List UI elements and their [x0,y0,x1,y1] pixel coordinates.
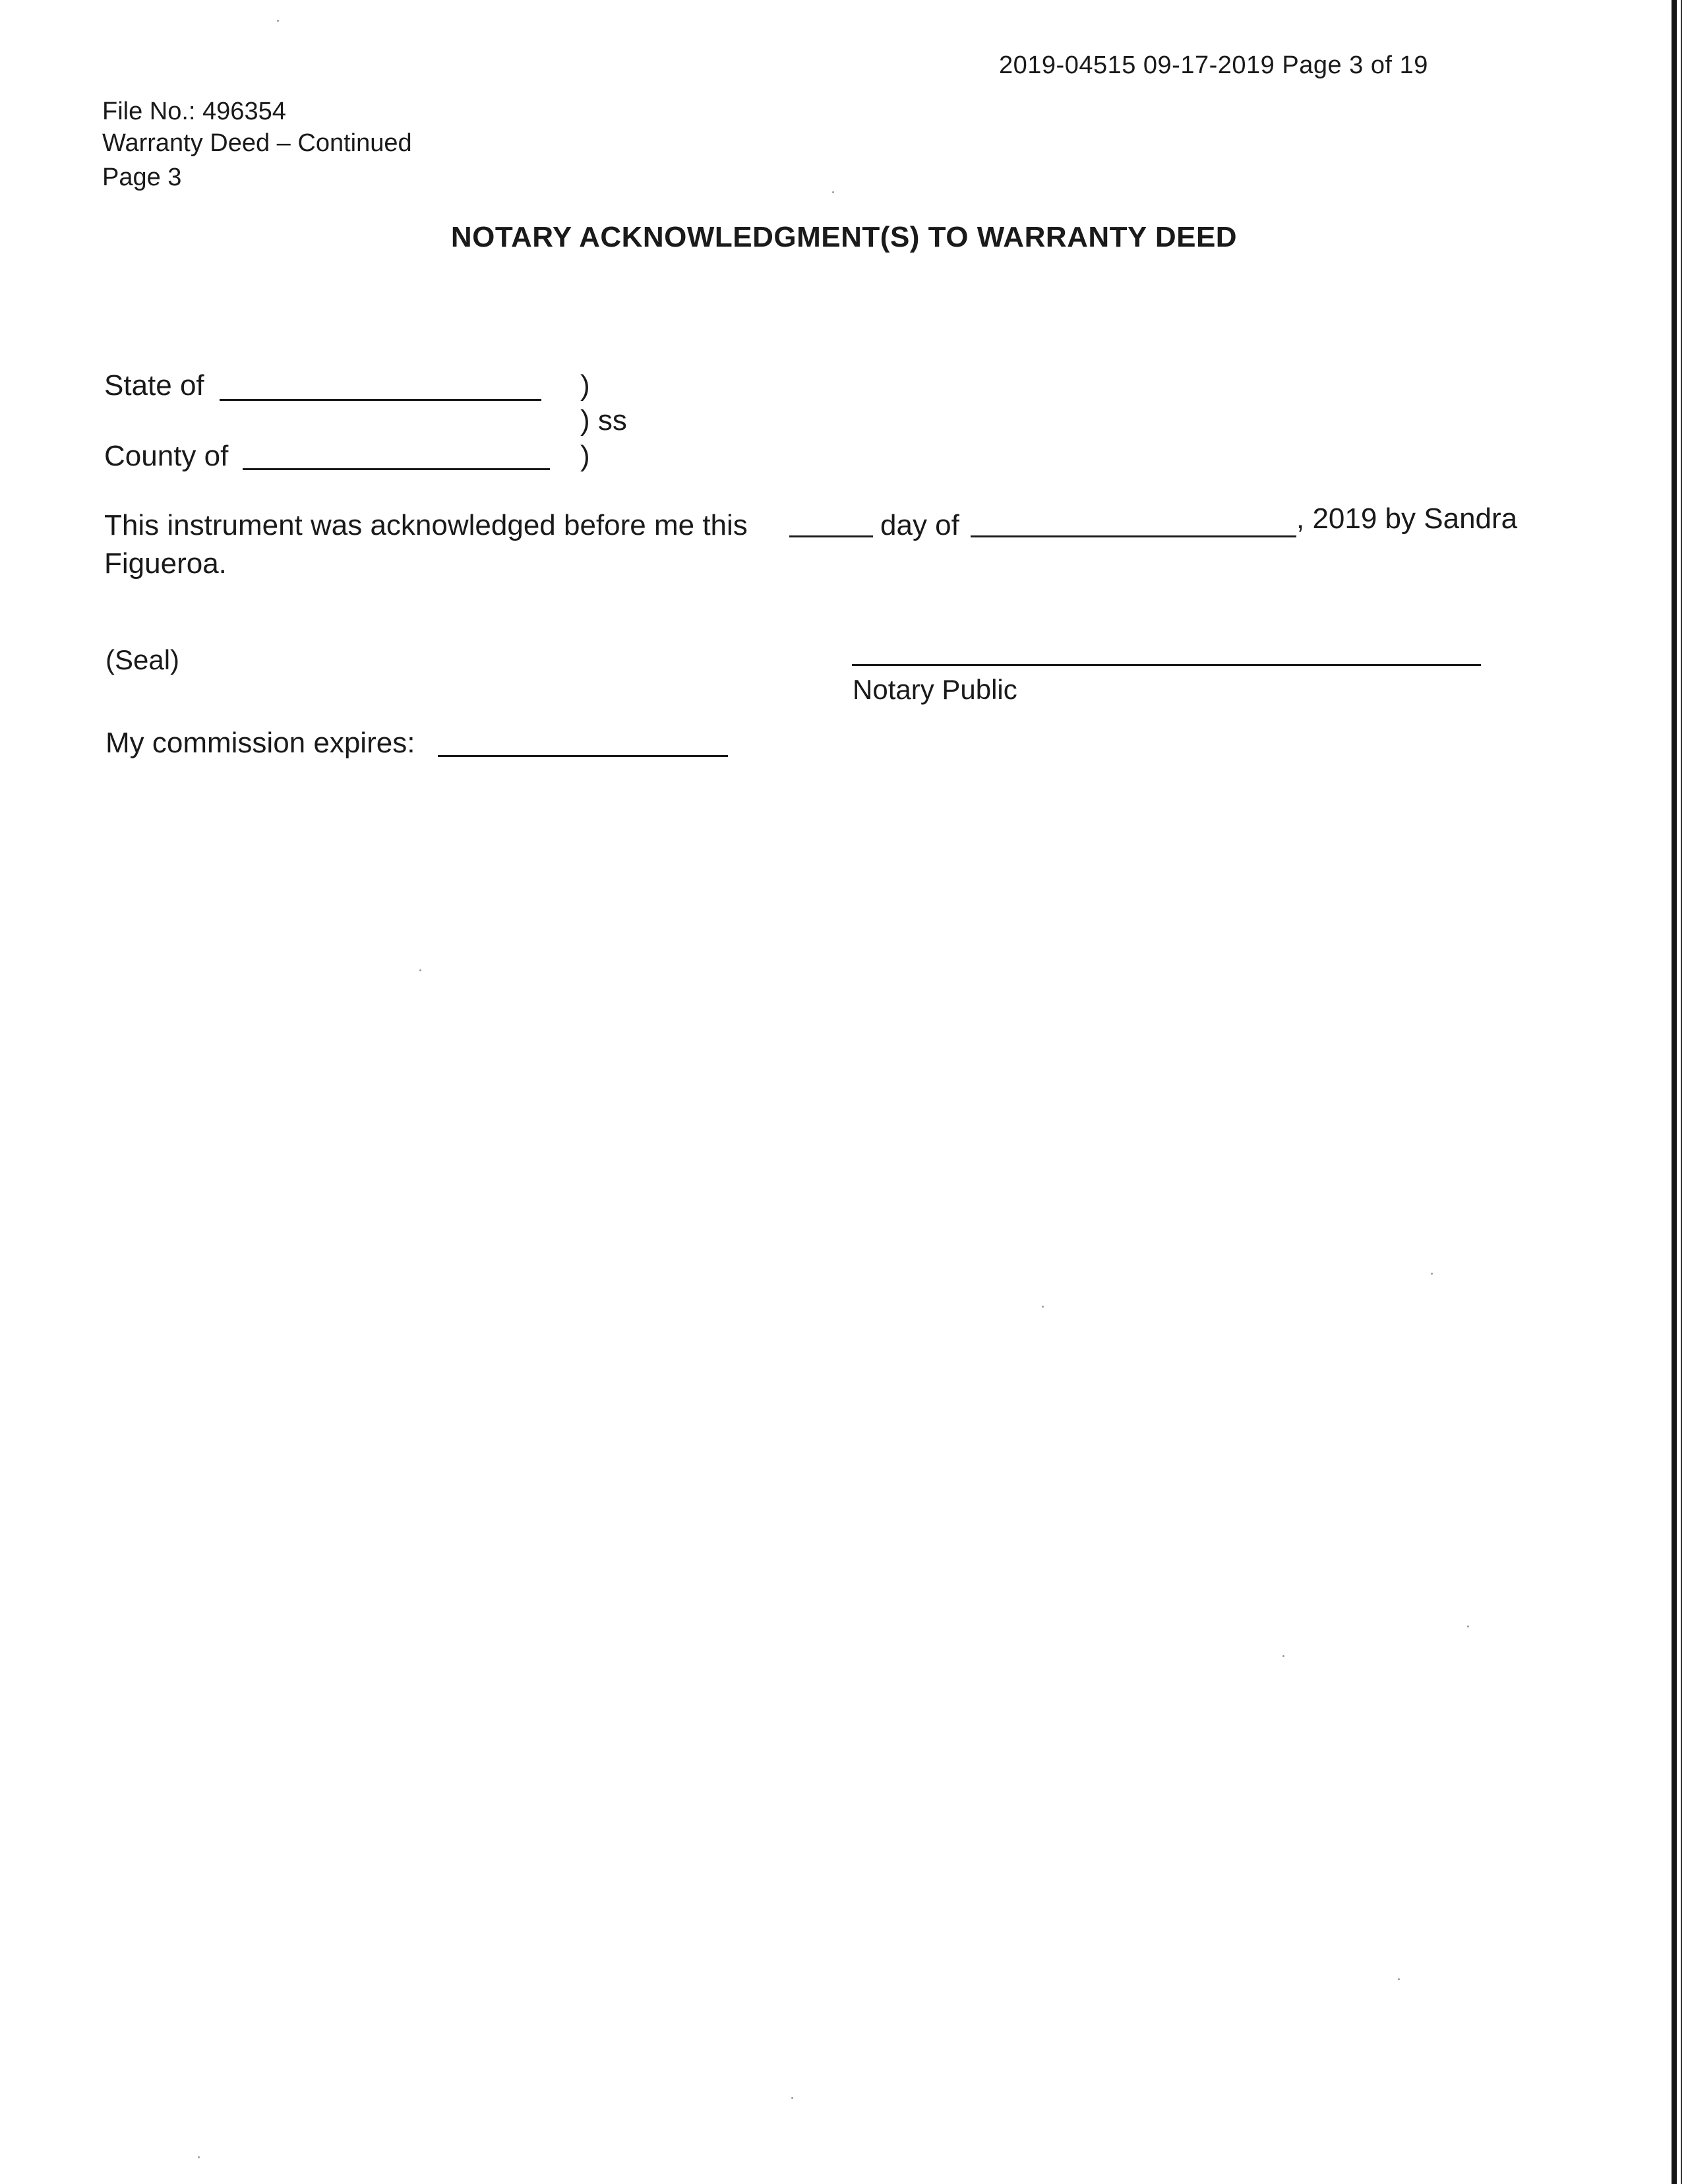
state-blank-line [220,399,541,401]
state-label: State of [104,369,204,402]
document-type: Warranty Deed – Continued [102,129,412,157]
scan-speck [1282,1655,1284,1657]
scan-speck [419,969,421,971]
scan-speck [277,20,279,22]
day-blank-line [789,535,873,537]
scan-speck [1467,1625,1469,1627]
scan-edge-border [1672,0,1677,2184]
venue-paren-top: ) [580,369,590,402]
scan-speck [832,191,834,193]
seal-label: (Seal) [106,644,180,675]
month-blank-line [971,535,1296,537]
scan-speck [198,2156,200,2158]
county-blank-line [243,468,550,470]
ack-text-day-of: day of [880,509,959,541]
ack-text-year-by: , 2019 by Sandra [1296,502,1518,535]
notary-public-label: Notary Public [853,674,1017,705]
commission-blank-line [438,755,728,757]
venue-ss: ) ss [580,404,627,437]
notary-signature-line [852,664,1481,666]
scan-speck [791,2097,793,2099]
ack-text-name: Figueroa. [104,547,227,580]
file-number: File No.: 496354 [102,98,286,125]
commission-label: My commission expires: [106,727,415,759]
ack-text-start: This instrument was acknowledged before me this [104,509,748,541]
recording-reference: 2019-04515 09-17-2019 Page 3 of 19 [999,51,1428,79]
page-label: Page 3 [102,164,182,191]
scan-speck [1431,1273,1433,1275]
scan-speck [1042,1306,1044,1308]
scan-speck [1398,1978,1400,1980]
county-label: County of [104,440,229,472]
scan-edge-line [1681,0,1682,2184]
venue-paren-bottom: ) [580,440,590,472]
document-title: NOTARY ACKNOWLEDGMENT(S) TO WARRANTY DEED [450,221,1238,253]
